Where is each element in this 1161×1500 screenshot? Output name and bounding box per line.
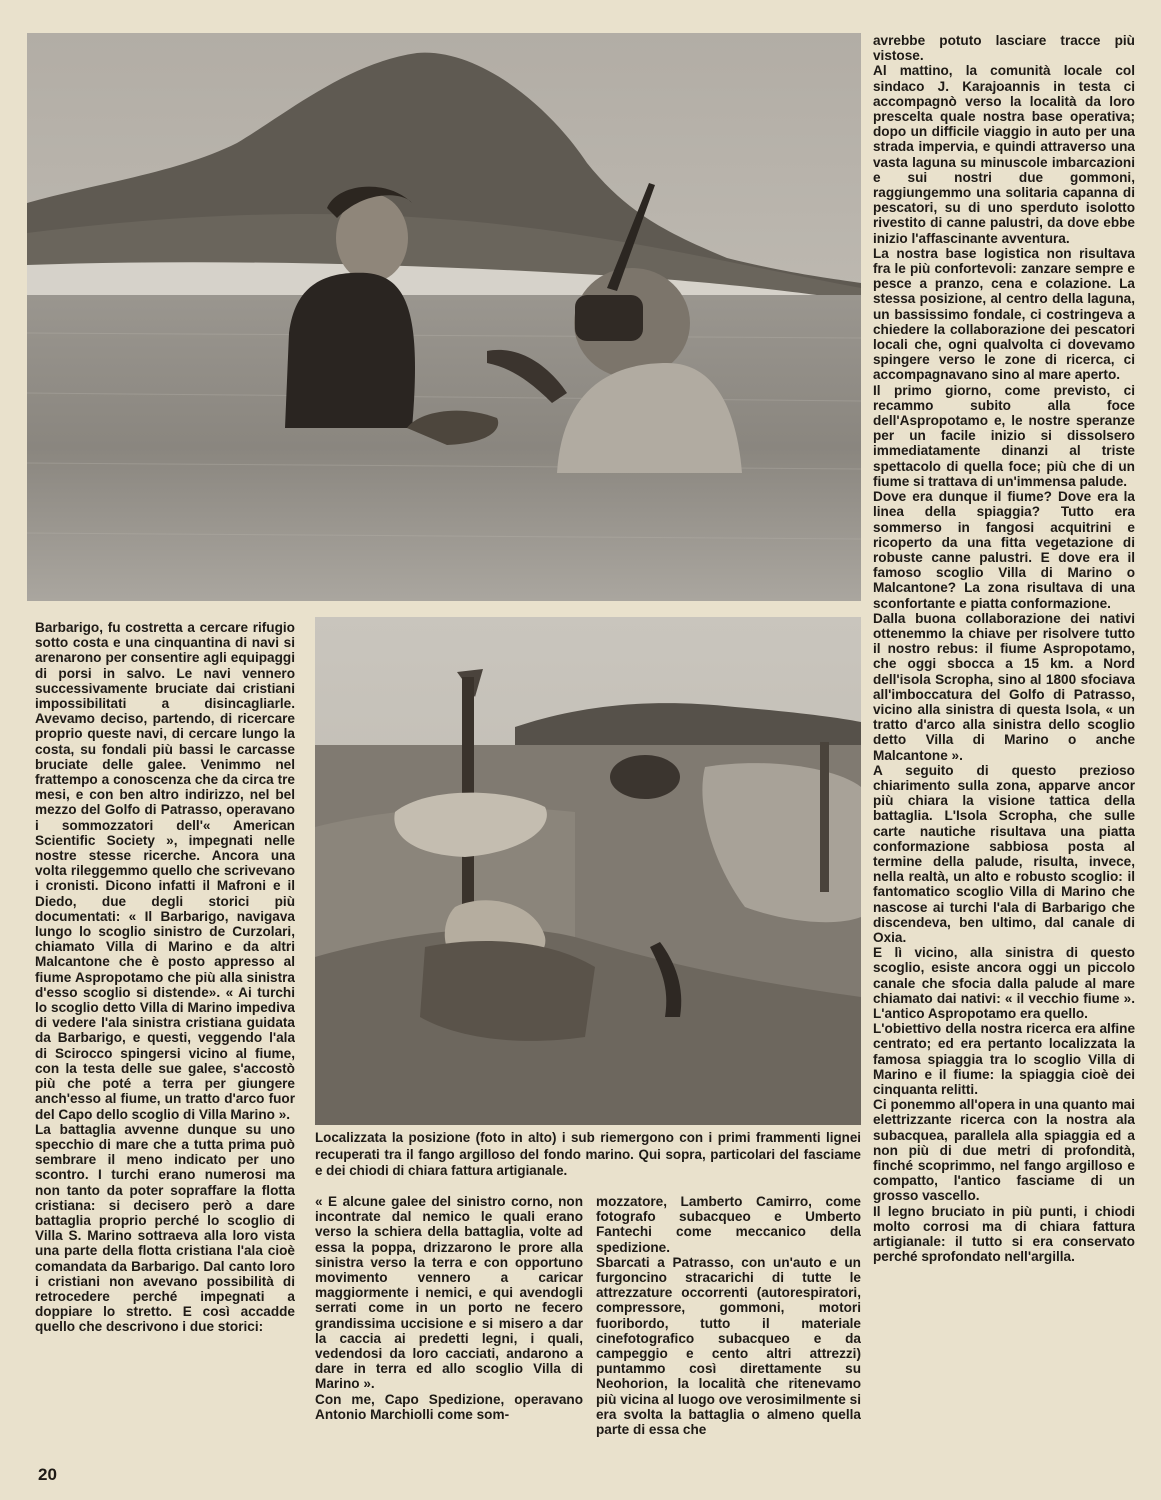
col4-paragraph: Il primo giorno, come previsto, ci recammo subito alla foce dell'Aspropotamo e, le nostre speranze per un facile inizio si dissolsero immediatamente dinanzi al triste spettacolo di quella foce; più che di un fiume si trattava di un'immensa palude. [873, 382, 1135, 489]
photo-hull-fragments [315, 617, 861, 1125]
col4-paragraph: Al mattino, la comunità locale col sindaco J. Karajoannis in testa ci accompagnò verso la località da loro prescelta quale nostra base operativa; dopo un difficile viaggio in auto per una strada impervia, e quindi attraverso una vasta laguna su minuscole imbarcazioni e sui nostri due gommoni, raggiungemmo una solitaria capanna di pescatori, su di uno sperduto isolotto rivestito di canne palustri, da dove ebbe inizio l'affascinante avventura. [873, 63, 1135, 246]
photo-caption: Localizzata la posizione (foto in alto) i sub riemergono con i primi frammenti lignei recuperati tra il fango argilloso del fondo marino. Qui sopra, particolari del fasciame e dei chiodi di chiara fattura artigianale. [315, 1130, 861, 1178]
col4-paragraph: Il legno bruciato in più punti, i chiodi molto corrosi ma di chiara fattura artigianale: il tutto si era conservato perché sprofondato nell'argilla. [873, 1203, 1135, 1265]
photo-divers [27, 33, 861, 601]
col4-paragraph: E lì vicino, alla sinistra di questo scoglio, esiste ancora oggi un piccolo canale che sfocia dalla palude al mare chiamato dai nativi: « il vecchio fiume ». L'antico Aspropotamo era quello. [873, 945, 1135, 1021]
col4-paragraph: Dove era dunque il fiume? Dove era la linea della spiaggia? Tutto era sommerso in fangosi acquitrini e ricoperto da una fitta vegetazione di robuste canne palustri. E dove era il famoso scoglio Villa di Marino o Malcantone? La zona risultava di una sconfortante e piatta conformazione. [873, 489, 1135, 611]
col4-paragraph: avrebbe potuto lasciare tracce più vistose. [873, 33, 1135, 64]
col2-paragraph: « E alcune galee del sinistro corno, non incontrate dal nemico le quali erano verso la schiera della battaglia, volte ad essa la poppa, drizzarono le prore alla sinistra verso la terra e con opportuno movimento vennero a caricar maggiormente i nemici, e qui avendogli serrati come in un porto ne fecero grandissima uccisione e si misero a dar la caccia ai predetti legni, i quali, vedendosi da loro cacciati, andarono a dare in terra ed allo scoglio Villa di Marino ». [315, 1194, 583, 1392]
col4-paragraph: A seguito di questo prezioso chiarimento sulla zona, apparve ancor più chiara la visione tattica della battaglia. L'Isola Scropha, che sulle carte nautiche risultava una piatta conformazione sabbiosa posta al termine della palude, risulta, invece, nella realtà, un alto e robusto scoglio: il fantomatico scoglio Villa di Marino che nascose ai turchi l'ala di Barbarigo che discendeva, ben ultimo, dal canale di Oxia. [873, 762, 1135, 945]
col4-paragraph: Dalla buona collaborazione dei nativi ottenemmo la chiave per risolvere tutto il nostro rebus: il fiume Aspropotamo, che oggi sbocca a 15 km. a Nord dell'isola Scropha, sino al 1800 sfociava all'imboccatura del Golfo di Patrasso, vicino alla sinistra di questa Isola, « un tratto d'arco alla sinistra dello scoglio detto Villa di Marino o anche Malcantone ». [873, 610, 1135, 763]
col2-paragraph: Con me, Capo Spedizione, operavano Antonio Marchiolli come som- [315, 1391, 583, 1422]
column-4 [873, 33, 1135, 1463]
col4-paragraph: L'obiettivo della nostra ricerca era alfine centrato; ed era pertanto localizzata la famosa spiaggia tra lo scoglio Villa di Marino e il fiume: la spiaggia cioè dei cinquanta relitti. [873, 1021, 1135, 1098]
col3-paragraph: Sbarcati a Patrasso, con un'auto e un furgoncino stracarichi di tutte le attrezzature occorrenti (autorespiratori, compressore, gommoni, motori fuoribordo, tutto il materiale cinefotografico subacqueo e da campeggio e cento altri attrezzi) puntammo così direttamente su Neohorion, la località che ritenevamo più vicina al luogo ove verosimilmente si era svolta la battaglia o almeno quella parte di essa che [596, 1254, 861, 1438]
col3-paragraph: mozzatore, Lamberto Camirro, come fotografo subacqueo e Umberto Fantechi come meccanico della spedizione. [596, 1194, 861, 1255]
photo-hull-image [315, 617, 861, 1125]
column-3 [596, 1194, 861, 1452]
column-2 [315, 1194, 583, 1452]
col1-paragraph: La battaglia avvenne dunque su uno specchio di mare che a tutta prima può sembrare il meno indicato per uno scontro. I turchi erano numerosi ma non tanto da poter sopraffare la flotta cristiana: si decisero però a dare battaglia proprio perché lo scoglio di Villa S. Marino sottraeva alla loro vista una parte della flotta cristiana l'ala cioè comandata da Barbarigo. Dal canto loro i cristiani non avevano possibilità di retrocedere perché impegnati a doppiare lo stretto. E così accadde quello che descrivono i due storici: [35, 1121, 295, 1335]
page-number: 20 [38, 1465, 57, 1484]
col4-paragraph: Ci ponemmo all'opera in una quanto mai elettrizzante ricerca con la nostra ala subacquea, parallela alla spiaggia ed a non più di due metri di profondità, finché scoprimmo, nel fango argilloso e compatto, l'antico fasciame di un grosso vascello. [873, 1097, 1135, 1204]
photo-divers-image [27, 33, 861, 601]
column-1 [35, 620, 295, 1460]
col1-paragraph: Barbarigo, fu costretta a cercare rifugio sotto costa e una cinquantina di navi si arenarono per consentire agli equipaggi di porsi in salvo. Le navi vennero successivamente bruciate dai cristiani impossibilitati a disincagliarle. Avevamo deciso, partendo, di ricercare proprio queste navi, di cercare lungo la costa, su fondali più bassi le carcasse bruciate delle galee. Venimmo nel frattempo a conoscenza che da circa tre mesi, e con ben altro indirizzo, nel bel mezzo del Golfo di Patrasso, operavano i sommozzatori dell'« American Scientific Society », impegnati nelle nostre stesse ricerche. Ancora una volta rileggemmo quello che scrivevano i cronisti. Dicono infatti il Mafroni e il Diedo, due degli storici più documentati: « Il Barbarigo, navigava lungo lo scoglio sinistro de Curzolari, chiamato Villa di Marino e da altri Malcantone che è posto appresso al fiume Aspropotamo che più alla sinistra d'esso scoglio si distende». « Ai turchi lo scoglio detto Villa di Marino impediva di vedere l'ala sinistra cristiana guidata da Barbarigo, e questi, veggendo l'ala di Scirocco spingersi vicino al fiume, con la testa delle sue galee, s'accostò più che poté a terra per giungere anch'esso al fiume, un tratto d'arco fuor del Capo dello scoglio di Villa Marino ». [35, 620, 295, 1122]
col4-paragraph: La nostra base logistica non risultava fra le più confortevoli: zanzare sempre e pesce a pranzo, cena e colazione. La stessa posizione, al centro della laguna, un bassissimo fondale, ci costringeva a chiedere la collaborazione dei pescatori locali che, ogni qualvolta ci dovevamo spingere verso le zone di ricerca, ci accompagnavano sino al mare aperto. [873, 245, 1135, 383]
